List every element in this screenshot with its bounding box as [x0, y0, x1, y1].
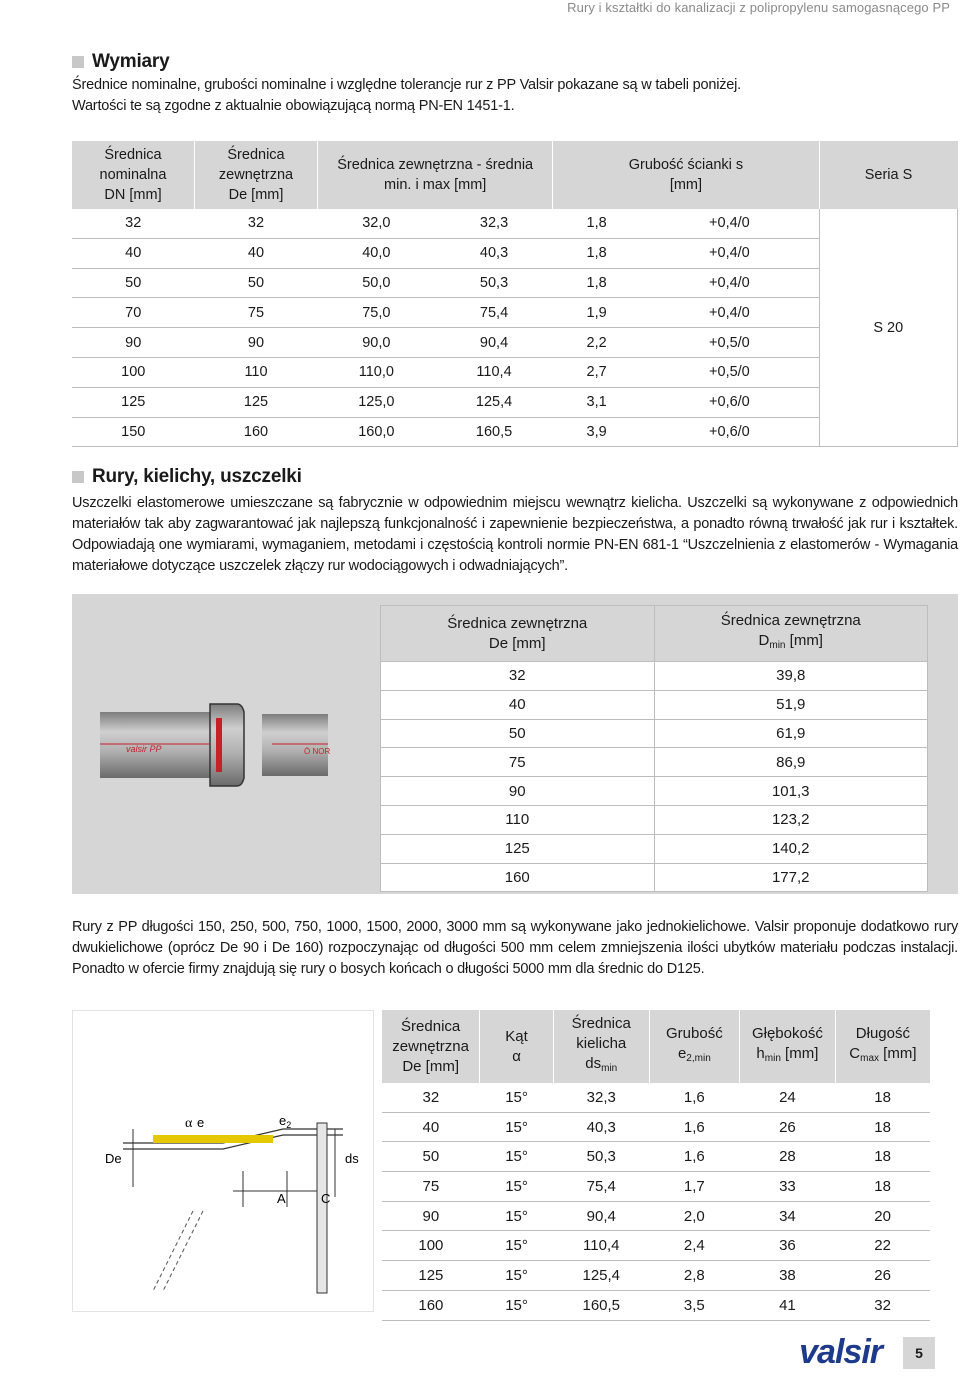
intro-line-1: Średnice nominalne, grubości nominalne i względne tolerancje rur z PP Valsir pokazane są w tabeli poniżej. — [72, 77, 742, 93]
table-row — [381, 748, 928, 777]
table-cell: 50,3 — [553, 1142, 649, 1172]
table-header-row — [382, 1010, 930, 1083]
table-cell: 3,5 — [649, 1290, 739, 1320]
seal-ring-icon — [216, 718, 222, 772]
pipe-brand-label: valsir PP — [126, 744, 162, 754]
table-cell: 3,9 — [553, 417, 640, 447]
table-row — [382, 1201, 930, 1231]
a-label: A — [277, 1191, 286, 1206]
ds-label: ds — [345, 1151, 359, 1166]
e2-label: $e_2$ — [279, 1113, 292, 1130]
table-cell: 24 — [740, 1083, 836, 1112]
table-cell: 15° — [480, 1142, 554, 1172]
table-row — [382, 1172, 930, 1202]
table-cell: 15° — [480, 1231, 554, 1261]
table-cell: 2,2 — [553, 328, 640, 358]
table-cell: 125 — [195, 387, 318, 417]
table-cell: 150 — [72, 417, 195, 447]
table-cell: 160 — [382, 1290, 480, 1320]
table-row — [382, 1290, 930, 1320]
socket-cross-section-drawing — [73, 1011, 373, 1311]
table-cell: 125,4 — [553, 1261, 649, 1291]
table-cell: 1,8 — [553, 268, 640, 298]
table-cell: 15° — [480, 1172, 554, 1202]
table-cell: 32 — [382, 1083, 480, 1112]
table-header-row — [381, 606, 928, 662]
table-cell: 125,4 — [435, 387, 553, 417]
table-cell: 40 — [195, 238, 318, 268]
series-cell: S 20 — [819, 209, 958, 447]
header-h: Głębokość $h_{min}$ [mm] — [740, 1010, 836, 1083]
table-cell: 50 — [72, 268, 195, 298]
table-cell: 41 — [740, 1290, 836, 1320]
table-cell: 75,4 — [435, 298, 553, 328]
table-cell: 34 — [740, 1201, 836, 1231]
table-cell: 15° — [480, 1201, 554, 1231]
socket-body — [210, 704, 244, 786]
table-cell: 15° — [480, 1290, 554, 1320]
header-wall-thickness: Grubość ścianki s [mm] — [553, 141, 819, 209]
table-cell: +0,4/0 — [640, 298, 819, 328]
table-cell: 36 — [740, 1231, 836, 1261]
table-row — [381, 690, 928, 719]
de-label: De — [105, 1151, 122, 1166]
table-row — [72, 209, 958, 238]
table-cell: 18 — [835, 1083, 930, 1112]
table-cell: +0,4/0 — [640, 209, 819, 238]
table-cell: 75 — [382, 1172, 480, 1202]
section-heading-wymiary — [72, 51, 169, 73]
table-cell: 18 — [835, 1112, 930, 1142]
table-row — [382, 1142, 930, 1172]
table-row — [381, 834, 928, 863]
header-c: Długość $C_{max}$ [mm] — [835, 1010, 930, 1083]
table-cell: 90,0 — [318, 328, 436, 358]
table-cell: 1,9 — [553, 298, 640, 328]
table-cell: 2,7 — [553, 357, 640, 387]
socket-dimensions-table — [382, 1010, 930, 1321]
table-cell: 40 — [382, 1112, 480, 1142]
table-cell: 100 — [72, 357, 195, 387]
table-cell: 110,4 — [435, 357, 553, 387]
table-cell: 140,2 — [654, 834, 928, 863]
table-cell: 40 — [72, 238, 195, 268]
table-row — [381, 777, 928, 806]
table-cell: 26 — [835, 1261, 930, 1291]
wall-shading — [153, 1135, 273, 1143]
c-label: C — [321, 1191, 331, 1206]
dimensions-table — [72, 141, 958, 447]
table-cell: +0,4/0 — [640, 238, 819, 268]
table-cell: 15° — [480, 1112, 554, 1142]
pipe-norm-label: Ö NOR — [304, 747, 331, 756]
header-series: Seria S — [819, 141, 958, 209]
table-cell: +0,6/0 — [640, 387, 819, 417]
socket-diameter-table — [380, 605, 928, 892]
table-cell: 20 — [835, 1201, 930, 1231]
table-cell: 51,9 — [654, 690, 928, 719]
section-heading-rury — [72, 466, 302, 488]
table-cell: 61,9 — [654, 719, 928, 748]
table-cell: 32,0 — [318, 209, 436, 238]
table-cell: 50,3 — [435, 268, 553, 298]
table-cell: 18 — [835, 1142, 930, 1172]
table-cell: 125 — [381, 834, 655, 863]
running-header: Rury i kształtki do kanalizacji z polipropylenu samogasnącego PP — [567, 0, 950, 15]
header-angle: Kąt α — [480, 1010, 554, 1083]
header-mean-diameter: Średnica zewnętrzna - średnia min. i max [mm] — [318, 141, 553, 209]
header-de: Średnica zewnętrzna De [mm] — [382, 1010, 480, 1083]
table-row — [381, 662, 928, 691]
table-cell: 32,3 — [435, 209, 553, 238]
header-de: Średnica zewnętrzna De [mm] — [381, 606, 655, 662]
table-cell: 50,0 — [318, 268, 436, 298]
table-header-row — [72, 141, 958, 209]
table-cell: 32 — [835, 1290, 930, 1320]
table-cell: 125 — [72, 387, 195, 417]
table-cell: 90,4 — [553, 1201, 649, 1231]
table-cell: 75 — [381, 748, 655, 777]
table-cell: 40,3 — [435, 238, 553, 268]
table-cell: 2,8 — [649, 1261, 739, 1291]
pipe-body-right — [262, 714, 331, 776]
section-title: Rury, kielichy, uszczelki — [92, 466, 302, 487]
bullet-square-icon — [72, 56, 84, 68]
table-cell: 38 — [740, 1261, 836, 1291]
header-e2: Grubość $e_{2,min}$ — [649, 1010, 739, 1083]
table-cell: +0,5/0 — [640, 357, 819, 387]
table-cell: 32 — [381, 662, 655, 691]
alpha-label: α — [185, 1116, 193, 1131]
table-row — [382, 1083, 930, 1112]
table-cell: 15° — [480, 1083, 554, 1112]
table-cell: +0,4/0 — [640, 268, 819, 298]
table-cell: 110,4 — [553, 1231, 649, 1261]
table-cell: 40,0 — [318, 238, 436, 268]
table-cell: 110,0 — [318, 357, 436, 387]
table-cell: 70 — [72, 298, 195, 328]
table-cell: 40 — [381, 690, 655, 719]
header-dmin: Średnica zewnętrzna $D_{min}$ [mm] — [654, 606, 928, 662]
table-cell: 50 — [381, 719, 655, 748]
table-cell: 32 — [72, 209, 195, 238]
valsir-logo: valsir — [799, 1333, 882, 1371]
header-de: Średnica zewnętrzna De [mm] — [195, 141, 318, 209]
table-cell: 75,4 — [553, 1172, 649, 1202]
table-cell: 32 — [195, 209, 318, 238]
header-ds: Średnica kielicha $ds_{min}$ — [553, 1010, 649, 1083]
table-cell: 160,5 — [553, 1290, 649, 1320]
table-cell: 90 — [381, 777, 655, 806]
table-cell: 86,9 — [654, 748, 928, 777]
table-cell: 90 — [382, 1201, 480, 1231]
table-cell: 90,4 — [435, 328, 553, 358]
table-cell: 1,8 — [553, 238, 640, 268]
table-cell: 160,0 — [318, 417, 436, 447]
pipe-socket-illustration — [72, 594, 372, 894]
table-cell: 2,4 — [649, 1231, 739, 1261]
table-cell: 123,2 — [654, 805, 928, 834]
table-cell: 75,0 — [318, 298, 436, 328]
table-cell: 177,2 — [654, 863, 928, 892]
bullet-square-icon — [72, 471, 84, 483]
table-cell: 110 — [381, 805, 655, 834]
table-cell: 40,3 — [553, 1112, 649, 1142]
table-cell: 75 — [195, 298, 318, 328]
intro-paragraph — [72, 75, 958, 117]
table-cell: 39,8 — [654, 662, 928, 691]
table-cell: 1,7 — [649, 1172, 739, 1202]
table-cell: 110 — [195, 357, 318, 387]
table-cell: +0,5/0 — [640, 328, 819, 358]
table-cell: 1,6 — [649, 1142, 739, 1172]
seals-paragraph: Uszczelki elastomerowe umieszczane są fabrycznie w odpowiednim miejscu wewnątrz kielicha. Uszczelki są wykonywane z odpowiednich materiałów tak aby zagwarantować jak najlepszą funkcjonalność i zapewnienie bezpieczeństwa, a ponadto równą trwałość jak rur i kształtek. Odpowiadają one wymiarami, wymaganiem, metodami i częstością kontroli normie PN-EN 681-1 “Uszczelnienia z elastomerów - Wymagania materiałowe dotyczące uszczelek złączy rur wodociągowych i odwadniających”. — [72, 495, 958, 574]
table-cell: 18 — [835, 1172, 930, 1202]
table-row — [382, 1231, 930, 1261]
table-cell: 125 — [382, 1261, 480, 1291]
table-cell: 33 — [740, 1172, 836, 1202]
table-cell: 3,1 — [553, 387, 640, 417]
table-cell: 50 — [195, 268, 318, 298]
table-cell: 32,3 — [553, 1083, 649, 1112]
table-cell: +0,6/0 — [640, 417, 819, 447]
table-cell: 100 — [382, 1231, 480, 1261]
section-title: Wymiary — [92, 51, 170, 72]
table-cell: 15° — [480, 1261, 554, 1291]
table-row — [381, 719, 928, 748]
table-cell: 160 — [381, 863, 655, 892]
table-cell: 160 — [195, 417, 318, 447]
table-cell: 28 — [740, 1142, 836, 1172]
table-cell: 1,8 — [553, 209, 640, 238]
lengths-paragraph: Rury z PP długości 150, 250, 500, 750, 1000, 1500, 2000, 3000 mm są wykonywane jako jednokielichowe. Valsir proponuje dodatkowo rury dwukielichowe (oprócz De 90 i De 160) rozpoczynając od długości 500 mm celem zmniejszenia ilości ubytków materiału podczas instalacji. Ponadto w ofercie firmy znajdują się rury o bosych końcach o długości 5000 mm dla średnic do D125. — [72, 919, 958, 977]
table-cell: 1,6 — [649, 1083, 739, 1112]
intro-line-2: Wartości te są zgodne z aktualnie obowiązującą normą PN-EN 1451-1. — [72, 98, 515, 114]
table-cell: 26 — [740, 1112, 836, 1142]
table-cell: 101,3 — [654, 777, 928, 806]
header-dn: Średnica nominalna DN [mm] — [72, 141, 195, 209]
table-cell: 160,5 — [435, 417, 553, 447]
table-cell: 2,0 — [649, 1201, 739, 1231]
table-cell: 50 — [382, 1142, 480, 1172]
table-row — [382, 1261, 930, 1291]
table-row — [382, 1112, 930, 1142]
table-cell: 90 — [195, 328, 318, 358]
socket-dimensions-diagram — [72, 1010, 374, 1312]
page-number: 5 — [903, 1337, 935, 1369]
table-cell: 90 — [72, 328, 195, 358]
table-cell: 22 — [835, 1231, 930, 1261]
table-row — [381, 863, 928, 892]
table-row — [381, 805, 928, 834]
table-cell: 125,0 — [318, 387, 436, 417]
e-label: e — [197, 1115, 205, 1130]
table-cell: 1,6 — [649, 1112, 739, 1142]
